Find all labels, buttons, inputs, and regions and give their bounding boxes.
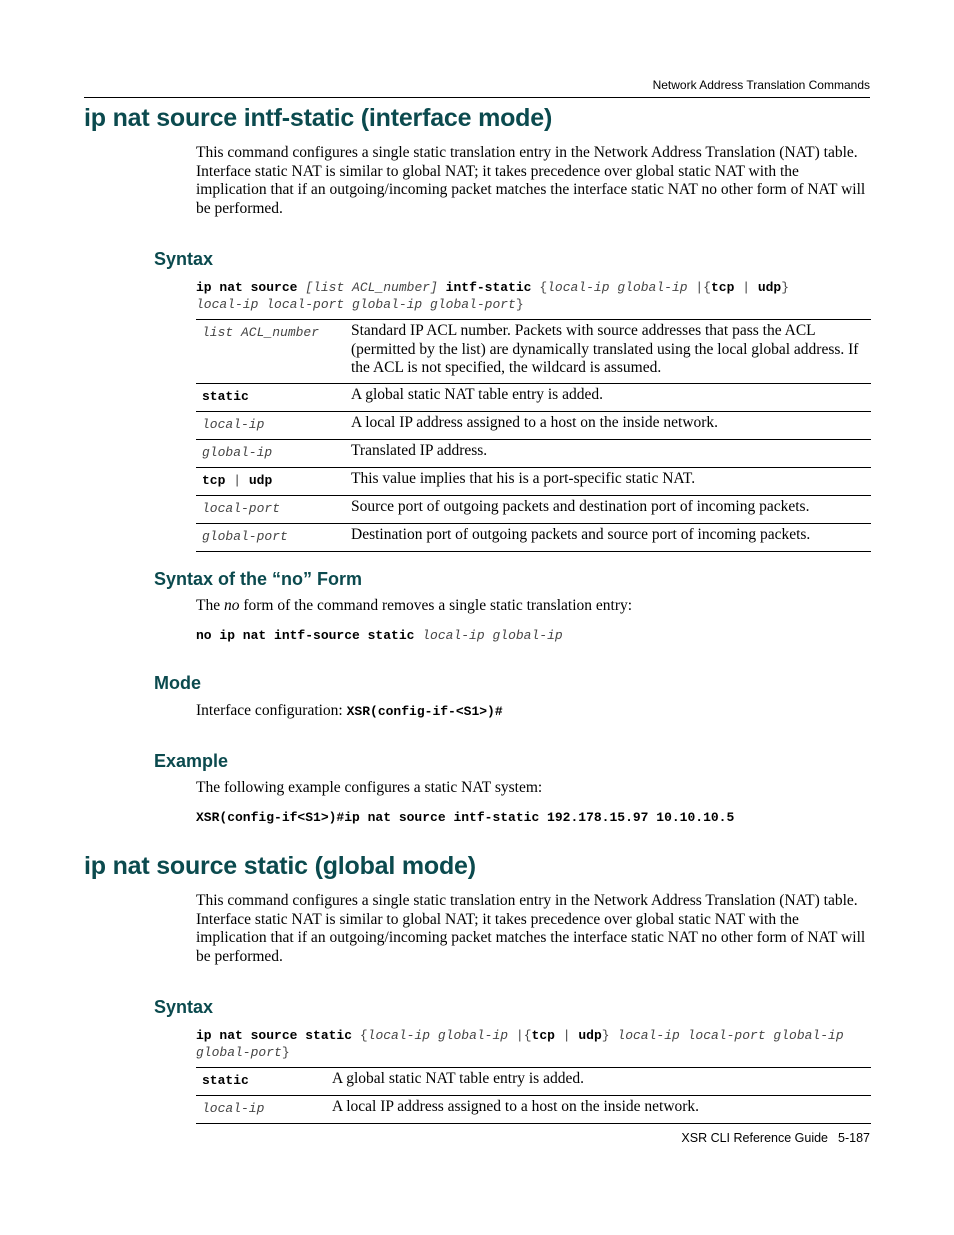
footer-page-number: 5-187: [838, 1131, 870, 1145]
param-term: list ACL_number: [202, 325, 320, 340]
header-rule: [84, 97, 870, 98]
example-command: XSR(config-if<S1>)#ip nat source intf-static 192.178.15.97 10.10.10.5: [196, 810, 735, 825]
section-title-intf-static: ip nat source intf-static (interface mode): [84, 104, 553, 132]
parameter-table: [196, 319, 871, 552]
example-text: The following example configures a static NAT system:: [196, 779, 543, 796]
syntax-keyword: udp: [757, 280, 782, 295]
table-row: [196, 411, 871, 439]
no-form-heading: Syntax of the “no” Form: [154, 569, 363, 589]
table-row: [196, 523, 871, 551]
syntax-keyword: udp: [578, 1028, 602, 1043]
footer-guide-title: XSR CLI Reference Guide: [681, 1131, 829, 1145]
no-form-text-end: form of the command removes a single static translation entry:: [239, 597, 633, 614]
param-desc: A global static NAT table entry is added.: [332, 1070, 584, 1087]
parameter-table: [196, 1067, 871, 1124]
syntax-keyword: tcp: [710, 280, 735, 295]
param-term: [196, 467, 345, 495]
syntax-brace: {: [539, 280, 548, 295]
syntax-brace: }: [601, 1028, 610, 1043]
param-term: global-port: [202, 528, 288, 544]
syntax-pipe: |{: [695, 280, 711, 295]
table-row: [196, 495, 871, 523]
table-row: [196, 383, 871, 411]
syntax-args: local-ip local-port global-ip global-port: [196, 297, 516, 312]
no-form-cmd: no ip nat intf-source static: [196, 628, 415, 643]
syntax-pipe: |{: [515, 1028, 532, 1043]
syntax-keyword: ip nat source: [196, 280, 298, 295]
param-desc: A global static NAT table entry is added.: [351, 385, 603, 403]
table-row: [196, 320, 871, 384]
param-desc: Translated IP address.: [351, 441, 488, 459]
table-row: [196, 1068, 871, 1096]
syntax-heading: Syntax: [154, 249, 214, 269]
param-term: local-port: [202, 500, 281, 516]
syntax-line: [196, 1027, 872, 1061]
syntax-pipe: |: [742, 280, 751, 295]
param-term: local-ip: [202, 416, 265, 432]
param-term: static: [202, 1073, 249, 1088]
param-desc: A local IP address assigned to a host on the inside network.: [332, 1098, 700, 1115]
table-row: [196, 439, 871, 467]
param-desc: Destination port of outgoing packets and source port of incoming packets.: [351, 525, 811, 543]
param-desc: Source port of outgoing packets and destination port of incoming packets.: [351, 497, 810, 515]
syntax-brace: }: [281, 1045, 290, 1060]
param-term-udp: udp: [248, 472, 273, 488]
syntax-brace: }: [781, 280, 790, 295]
syntax-args: local-ip global-ip: [367, 1028, 509, 1043]
syntax-args: local-ip global-ip: [547, 280, 688, 295]
param-term-pipe: |: [233, 472, 242, 488]
mode-prompt: XSR(config-if-<S1>)#: [346, 704, 503, 719]
table-row: [196, 1096, 871, 1124]
syntax-brace: {: [359, 1028, 368, 1043]
table-row: [196, 467, 871, 495]
param-term: static: [202, 388, 249, 404]
param-term: global-ip: [202, 444, 273, 460]
no-form-args: local-ip global-ip: [422, 628, 563, 643]
example-heading: Example: [154, 751, 229, 771]
syntax-keyword: intf-static: [445, 280, 532, 295]
syntax-keyword: ip nat source static: [196, 1028, 353, 1043]
param-term-tcp: tcp: [202, 472, 226, 488]
no-form-text: [196, 597, 872, 616]
page-footer: [671, 1131, 870, 1145]
param-term: local-ip: [202, 1101, 265, 1116]
param-desc: Standard IP ACL number. Packets with source addresses that pass the ACL (permitted by the list) are dynamically translated using the local global address. If the ACL is not specified, the wildcard is assumed.: [351, 322, 859, 376]
section-title-static: ip nat source static (global mode): [84, 852, 476, 880]
no-form-command: [196, 627, 872, 644]
param-desc: A local IP address assigned to a host on the inside network.: [351, 413, 719, 431]
section-intro: This command configures a single static translation entry in the Network Address Translation (NAT) table. Interface static NAT is similar to global NAT; it takes precedence over global static NAT with the implication that if an outgoing/incoming packet matches the interface static NAT no other form of NAT will be performed.: [196, 144, 866, 218]
running-header: Network Address Translation Commands: [652, 78, 870, 92]
no-form-text-start: The: [196, 597, 224, 614]
syntax-keyword: tcp: [531, 1028, 555, 1043]
syntax-line: [196, 279, 872, 313]
param-desc: This value implies that his is a port-specific static NAT.: [351, 469, 696, 487]
syntax-args: local-ip local-port global-ip global-port: [196, 1028, 852, 1060]
no-form-keyword: no: [223, 597, 240, 614]
mode-label: Interface configuration:: [196, 702, 347, 719]
syntax-pipe: |: [562, 1028, 571, 1043]
section-intro: This command configures a single static translation entry in the Network Address Translation (NAT) table. Interface static NAT is similar to global NAT; it takes precedence over global static NAT with the implication that if an outgoing/incoming packet matches the interface static NAT no other form of NAT will be performed.: [196, 892, 866, 966]
syntax-optional: [list ACL_number]: [305, 280, 438, 295]
syntax-heading: Syntax: [154, 997, 214, 1017]
mode-text: [196, 702, 872, 722]
mode-heading: Mode: [154, 673, 201, 693]
syntax-brace: }: [515, 297, 524, 312]
